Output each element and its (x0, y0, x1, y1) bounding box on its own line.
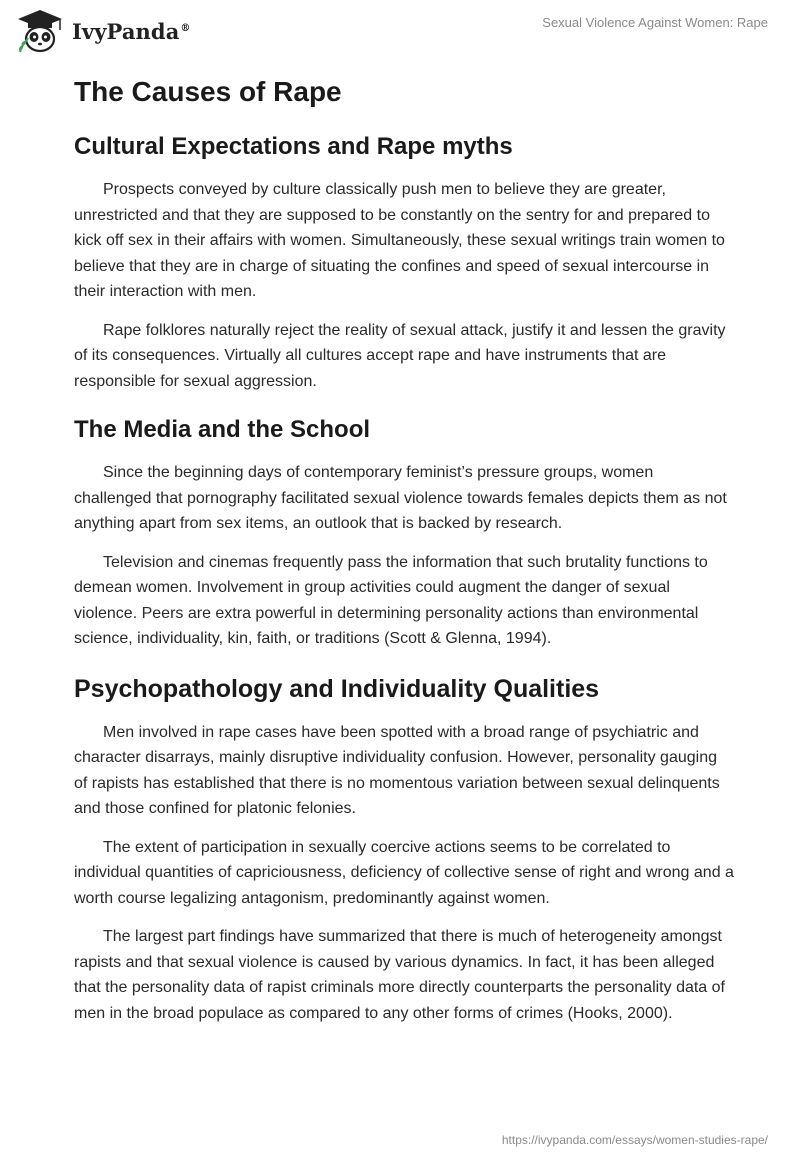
paragraph: Since the beginning days of contemporary feminist’s pressure groups, women challenged that pornography facilitated sexual violence towards females depicts them as not anything apart from sex items, an outlook that is backed by research. (74, 464, 727, 532)
paragraph: Men involved in rape cases have been spotted with a broad range of psychiatric and character disarrays, mainly disruptive individuality confusion. However, personality gauging of rapists has established that there is no momentous variation between sexual delinquents and those confined for platonic felonies. (74, 723, 720, 817)
paragraph: The largest part findings have summarized that there is much of heterogeneity amongst rapists and that sexual violence is caused by various dynamics. In fact, it has been alleged that the personality data of rapist criminals more directly counterparts the personality data of men in the broad populace as compared to any other forms of crimes (Hooks, 2000). (74, 928, 725, 1022)
section-heading-media: The Media and the School (74, 416, 371, 443)
logo-text: IvyPanda® (72, 18, 191, 44)
paragraph: Rape folklores naturally reject the reality of sexual attack, justify it and lessen the gravity of its consequences. Virtually all cultures accept rape and have instruments that are responsible for sexual aggression. (74, 321, 726, 390)
section-heading-psychopathology: Psychopathology and Individuality Qualities (74, 674, 600, 703)
panda-graduate-icon (14, 8, 66, 54)
paragraph: Prospects conveyed by culture classically push men to believe they are greater, unrestricted and that they are supposed to be constantly on the sentry for and prepared to kick off sex in their affairs with women. Simultaneously, these sexual writings train women to believe that they are in charge of situating the confines and speed of sexual intercourse in their interaction with men. (74, 181, 725, 300)
section-heading-cultural: Cultural Expectations and Rape myths (74, 133, 513, 160)
paragraph: The extent of participation in sexually coercive actions seems to be correlated to individual quantities of capriciousness, deficiency of collective sense of right and wrong and a worth course legalizing antagonism, predominantly against women. (74, 838, 734, 907)
paragraph: Television and cinemas frequently pass the information that such brutality functions to demean women. Involvement in group activities could augment the danger of sexual violence. Peers are extra powerful in determining personality actions than environmental science, individuality, kin, faith, or traditions (Scott & Glenna, 1994). (74, 553, 708, 647)
document-title: Sexual Violence Against Women: Rape (542, 15, 768, 30)
ivypanda-logo[interactable] (14, 8, 191, 54)
article (74, 72, 734, 1026)
source-url-link[interactable]: https://ivypanda.com/essays/women-studies-rape/ (501, 1133, 768, 1147)
page-header (0, 0, 800, 64)
page-title: The Causes of Rape (74, 76, 342, 107)
